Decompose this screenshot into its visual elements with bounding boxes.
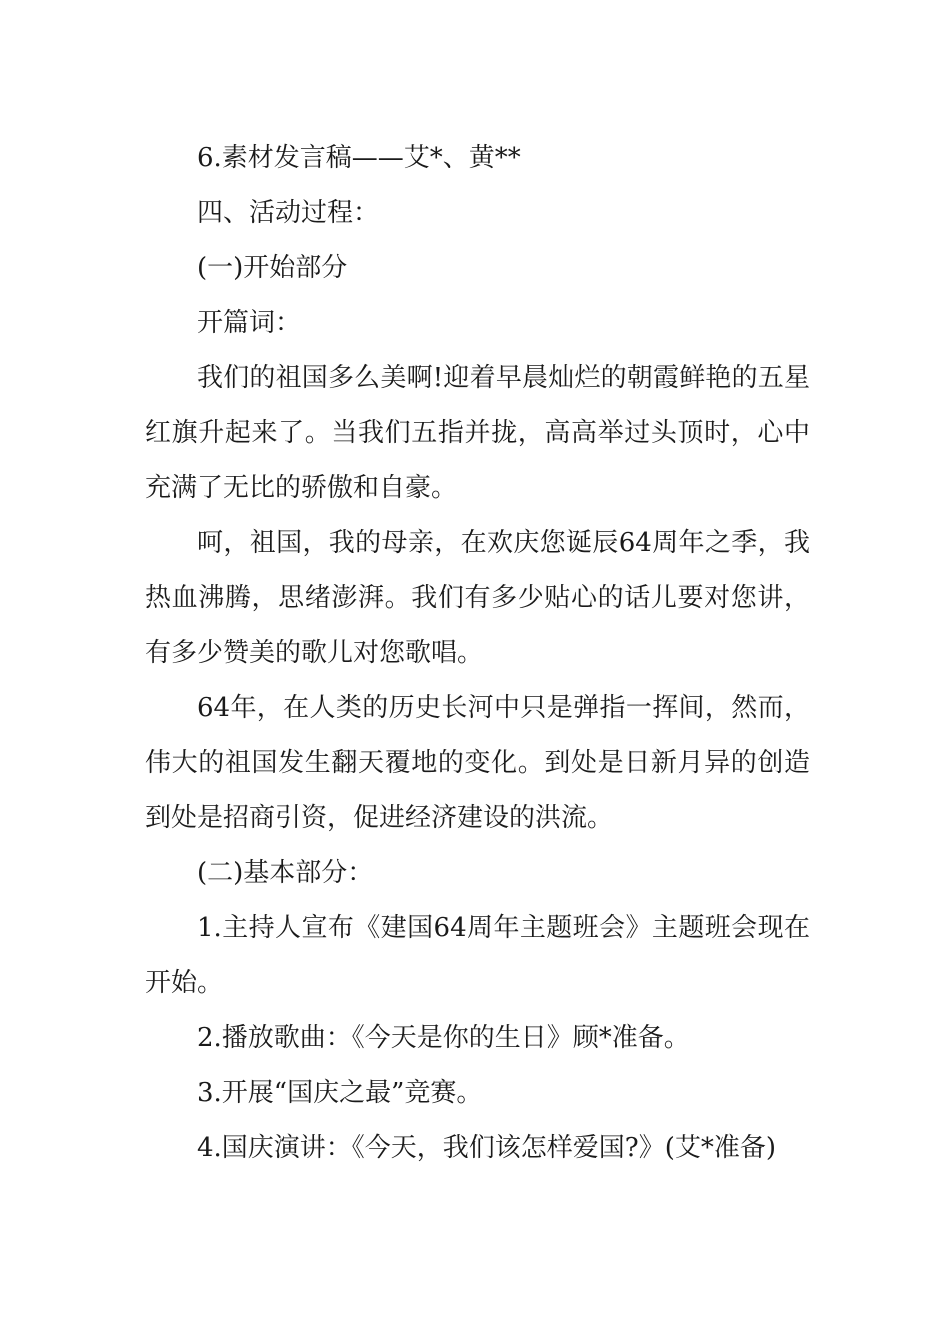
body-paragraph-3: 64年，在人类的历史长河中只是弹指一挥间，然而，伟大的祖国发生翻天覆地的变化。到处是日新月异的创造到处是招商引资，促进经济建设的洪流。 [145, 693, 810, 833]
section-heading-activity-process: 四、活动过程： [197, 198, 380, 228]
document-body [145, 131, 810, 1176]
list-item-2: 2.播放歌曲：《今天是你的生日》顾*准备。 [197, 1023, 690, 1053]
subsection-heading-main: (二)基本部分： [197, 858, 374, 888]
list-item-3: 3.开展“国庆之最”竞赛。 [197, 1078, 483, 1108]
list-item-1: 1.主持人宣布《建国64周年主题班会》主题班会现在开始。 [145, 913, 810, 998]
list-item-4: 4.国庆演讲：《今天，我们该怎样爱国?》(艾*准备) [197, 1133, 777, 1163]
body-paragraph-1: 我们的祖国多么美啊!迎着早晨灿烂的朝霞鲜艳的五星红旗升起来了。当我们五指并拢，高高举过头顶时，心中充满了无比的骄傲和自豪。 [145, 363, 810, 503]
subsection-heading-opening: (一)开始部分 [197, 253, 348, 283]
body-paragraph-2: 呵，祖国，我的母亲，在欢庆您诞辰64周年之季，我热血沸腾，思绪澎湃。我们有多少贴心的话儿要对您讲，有多少赞美的歌儿对您歌唱。 [145, 528, 810, 668]
list-item-material-speech: 6.素材发言稿——艾*、黄** [197, 143, 521, 173]
opening-words-label: 开篇词： [197, 308, 302, 338]
